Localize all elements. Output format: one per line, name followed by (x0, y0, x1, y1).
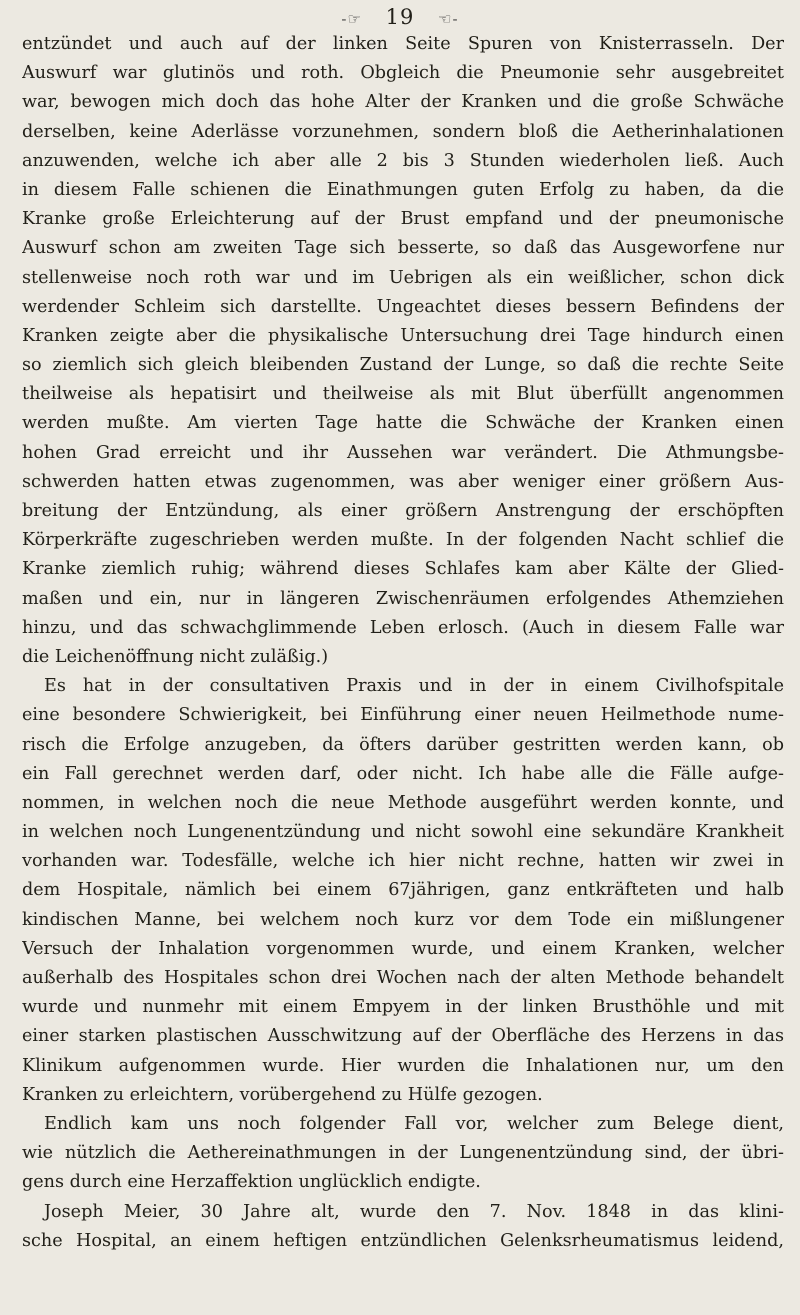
text-line: werden mußte. Am vierten Tage hatte die Schwäche der Kranken einen (22, 413, 784, 434)
text-line: wie nützlich die Aethereinathmungen in der Lungenentzündung sind, der übri- (22, 1143, 784, 1164)
text-line: in welchen noch Lungenentzündung und nicht sowohl eine sekundäre Krankheit (22, 822, 784, 843)
text-line: eine besondere Schwierigkeit, bei Einführung einer neuen Heilmethode nume- (22, 705, 784, 726)
text-line: Körperkräfte zugeschrieben werden mußte. In der folgenden Nacht schlief die (22, 530, 784, 551)
text-line: Auswurf schon am zweiten Tage sich besserte, so daß das Ausgeworfene nur (22, 238, 784, 259)
text-line: Kranke ziemlich ruhig; während dieses Schlafes kam aber Kälte der Glied- (22, 559, 784, 580)
text-line: kindischen Manne, bei welchem noch kurz vor dem Tode ein mißlungener (22, 909, 784, 930)
text-line: ein Fall gerechnet werden darf, oder nicht. Ich habe alle die Fälle aufge- (22, 763, 784, 784)
text-line: Es hat in der consultativen Praxis und in der in einem Civilhofspitale (44, 676, 784, 697)
text-line: wurde und nunmehr mit einem Empyem in der linken Brusthöhle und mit (22, 997, 784, 1018)
text-line: theilweise als hepatisirt und theilweise als mit Blut überfüllt angenommen (22, 384, 784, 405)
text-line: war, bewogen mich doch das hohe Alter der Kranken und die große Schwäche (22, 92, 784, 113)
text-line: Klinikum aufgenommen wurde. Hier wurden die Inhalationen nur, um den (22, 1055, 784, 1076)
text-line: nommen, in welchen noch die neue Methode ausgeführt werden konnte, und (22, 792, 784, 813)
text-line: werdender Schleim sich darstellte. Ungeachtet dieses bessern Befindens der (22, 296, 784, 317)
text-line: vorhanden war. Todesfälle, welche ich hier nicht rechne, hatten wir zwei in (22, 851, 784, 872)
text-line: schwerden hatten etwas zugenommen, was aber weniger einer größern Aus- (22, 471, 784, 492)
text-line: außerhalb des Hospitales schon drei Wochen nach der alten Methode behandelt (22, 968, 784, 988)
text-line: Kranke große Erleichterung auf der Brust empfand und der pneumonische (22, 209, 784, 230)
text-line: Kranken zeigte aber die physikalische Untersuchung drei Tage hindurch einen (22, 325, 784, 346)
text-line: Endlich kam uns noch folgender Fall vor, welcher zum Belege dient, (44, 1113, 784, 1134)
text-line: die Leichenöffnung nicht zuläßig.) (22, 646, 329, 667)
text-line: Kranken zu erleichtern, vorübergehend zu Hülfe gezogen. (22, 1084, 543, 1105)
text-line: in diesem Falle schienen die Einathmungen guten Erfolg zu haben, da die (22, 179, 784, 200)
text-line: hinzu, und das schwachglimmende Leben erlosch. (Auch in diesem Falle war (22, 617, 784, 638)
text-line: gens durch eine Herzaffektion unglücklich endigte. (22, 1172, 481, 1193)
page-header (0, 4, 800, 32)
text-line: Versuch der Inhalation vorgenommen wurde, und einem Kranken, welcher (22, 938, 784, 959)
left-ornament: -☞ (341, 10, 362, 28)
text-line: maßen und ein, nur in längeren Zwischenräumen erfolgendes Athemziehen (22, 588, 784, 609)
text-line: derselben, keine Aderlässe vorzunehmen, sondern bloß die Aetherinhalationen (22, 121, 784, 142)
text-line: entzündet und auch auf der linken Seite Spuren von Knisterrasseln. Der (22, 34, 784, 54)
text-line: anzuwenden, welche ich aber alle 2 bis 3 Stunden wiederholen ließ. Auch (22, 150, 784, 171)
text-line: hohen Grad erreicht und ihr Aussehen war verändert. Die Athmungsbe- (22, 442, 784, 463)
right-ornament: ☜- (438, 10, 459, 28)
text-line: sche Hospital, an einem heftigen entzündlichen Gelenksrheumatismus leidend, (22, 1230, 784, 1251)
text-line: einer starken plastischen Ausschwitzung auf der Oberfläche des Herzens in das (22, 1026, 784, 1047)
page-number: 19 (385, 5, 415, 29)
text-line: risch die Erfolge anzugeben, da öfters darüber gestritten werden kann, ob (22, 734, 784, 755)
text-line: Auswurf war glutinös und roth. Obgleich die Pneumonie sehr ausgebreitet (22, 63, 784, 84)
text-line: Joseph Meier, 30 Jahre alt, wurde den 7. Nov. 1848 in das klini- (44, 1201, 784, 1222)
body-text (22, 30, 784, 1256)
text-line: so ziemlich sich gleich bleibenden Zustand der Lunge, so daß die rechte Seite (22, 355, 784, 376)
text-line: dem Hospitale, nämlich bei einem 67jährigen, ganz entkräfteten und halb (22, 880, 784, 901)
text-line: stellenweise noch roth war und im Uebrigen als ein weißlicher, schon dick (22, 267, 784, 288)
text-line: breitung der Entzündung, als einer größern Anstrengung der erschöpften (22, 501, 784, 521)
